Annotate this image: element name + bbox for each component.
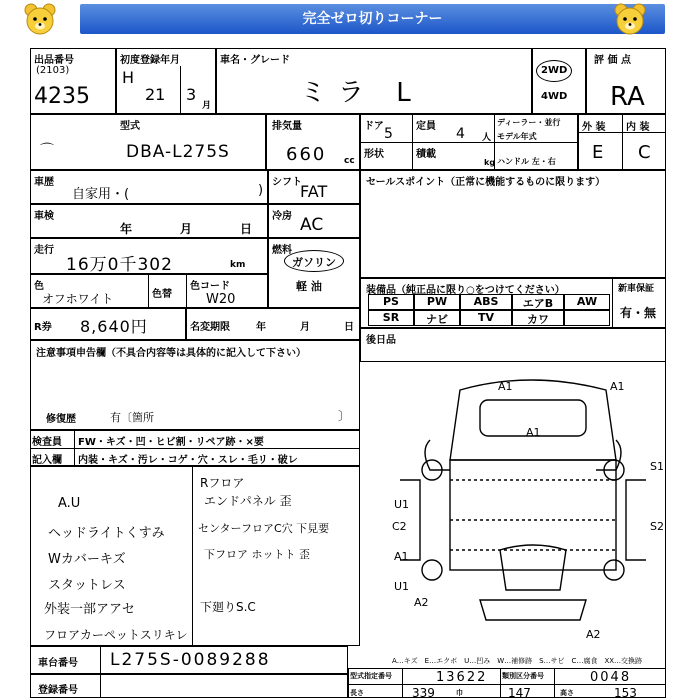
int-label: 内 装 (626, 122, 650, 133)
mark-a1-front-right: A1 (610, 380, 625, 393)
mascot-right-icon (612, 2, 648, 36)
mark-u1-left: U1 (394, 498, 410, 511)
notes-label: 注意事項申告欄（不具合内容等は具体的に記入して下さい） (36, 348, 306, 359)
check-row2: 内装・キズ・汚レ・コゲ・穴・スレ・毛リ・破レ (78, 455, 298, 466)
fuel-diesel: 軽 油 (296, 280, 322, 293)
reg-no-label: 登録番号 (38, 685, 78, 696)
capacity-unit: 人 (482, 133, 492, 143)
car-damage-diagram (380, 370, 666, 650)
model-label: 車名・グレード (220, 55, 290, 66)
width-value: 147 (508, 686, 531, 700)
after-cell (360, 328, 666, 362)
payload-unit: kg (484, 158, 496, 167)
equip-ps: PS (368, 294, 414, 310)
month-unit: 月 (202, 101, 212, 111)
usage-cell (30, 170, 268, 204)
color-value: オフホワイト (42, 292, 114, 306)
usage-value: 自家用・( (72, 187, 130, 202)
displacement-label: 排気量 (272, 121, 302, 132)
mark-a2-rear-left: A2 (414, 596, 429, 609)
mark-a1-roof: A1 (526, 426, 541, 439)
int-grade: C (638, 142, 651, 163)
new-car-warranty-value: 有・無 (620, 306, 657, 320)
usage-label: 車歴 (34, 177, 54, 188)
page-title: 完全ゼロ切りコーナー (80, 4, 665, 34)
sales-point-label: セールスポイント（正常に機能するものに限ります） (366, 177, 606, 188)
remark-1: A.U (58, 496, 81, 511)
door-value: 5 (384, 126, 393, 142)
usage-close: ) (258, 183, 264, 198)
ac-label: 冷房 (272, 211, 292, 222)
width-label: 巾 (456, 689, 463, 697)
drive-circle (536, 60, 572, 82)
dealer-label: ディーラー・並行 (497, 118, 561, 127)
new-car-warranty-label: 新車保証 (618, 284, 655, 294)
chassis-value: L275S-0089288 (110, 650, 271, 670)
equip-blank (564, 310, 610, 326)
lot-number: 4235 (34, 84, 90, 109)
capacity-value: 4 (456, 126, 465, 142)
handle-label: ハンドル 左・右 (497, 157, 556, 166)
equip-leather: カワ (512, 310, 564, 326)
repair-close: 〕 (338, 409, 351, 423)
shift-value: FAT (300, 182, 328, 201)
mileage-value: 16万0千302 (66, 255, 173, 275)
equip-airbag: エアB (512, 294, 564, 310)
cert-label: 型式指定番号 (350, 672, 392, 680)
ext-label: 外 装 (582, 122, 606, 133)
length-label: 長さ (350, 689, 364, 697)
name-change-value: 年 月 日 (256, 322, 366, 333)
entry-label: 記入欄 (32, 455, 62, 466)
ext-grade: E (592, 142, 604, 163)
name-change-label: 名変期限 (190, 322, 230, 333)
capacity-label: 定員 (416, 121, 436, 132)
mark-c2: C2 (392, 520, 407, 533)
inspector-label: 検査員 (32, 437, 62, 448)
remark-5: 外装一部アアセ (44, 602, 135, 617)
chassis-label: 車台番号 (38, 658, 78, 669)
remark-right-4: 下フロア ホットト 歪 (204, 548, 310, 561)
mark-a1-left: A1 (394, 550, 409, 563)
color-code-label: 色コード (190, 281, 230, 292)
equip-aw: AW (564, 294, 610, 310)
type-value: DBA-L275S (126, 142, 230, 162)
recycle-value: 8,640円 (80, 317, 148, 336)
model-year-label: モデル年式 (497, 132, 537, 141)
reg-year-label: 初度登録年月 (120, 55, 180, 66)
repair-value: 有〔箇所 (110, 411, 154, 424)
ac-value: AC (300, 215, 324, 235)
inspection-label: 車検 (34, 211, 54, 222)
class-value: 0048 (590, 670, 632, 685)
drive-4wd: 4WD (541, 91, 568, 102)
repair-label: 修復歴 (46, 414, 76, 425)
mileage-unit: km (230, 260, 246, 270)
color-label: 色 (34, 281, 44, 292)
displacement-unit: cc (344, 156, 355, 166)
model-name: ミラ L (300, 78, 423, 108)
reg-year: 21 (145, 85, 166, 104)
reg-era: H (122, 68, 135, 87)
mark-u1-rear: U1 (394, 580, 410, 593)
reg-month: 3 (186, 85, 197, 104)
shape-label: 形状 (364, 149, 384, 160)
mark-s2: S2 (650, 520, 664, 533)
fuel-gas: ガソリン (292, 256, 336, 269)
fuel-label: 燃料 (272, 245, 292, 256)
type-label: 型式 (120, 121, 140, 132)
remark-3: Wカバーキズ (48, 552, 126, 567)
shift-label: シフト (272, 177, 302, 188)
damage-legend: A…キズ E…エクボ U…凹み W…補修跡 S…サビ C…腐食 XX…交換跡 (392, 657, 643, 665)
length-value: 339 (412, 686, 435, 700)
equip-sr: SR (368, 310, 414, 326)
remark-6: フロアカーペットスリキレ (44, 628, 188, 642)
equipment-label: 装備品（純正品に限り○をつけてください） (366, 285, 565, 296)
grade-value: RA (610, 82, 645, 112)
class-label: 類別区分番号 (502, 672, 544, 680)
height-label: 高さ (560, 689, 574, 697)
type-scribble: ⌒ (40, 143, 54, 159)
payload-label: 積載 (416, 149, 436, 160)
recycle-label: R券 (34, 322, 52, 333)
mark-s1: S1 (650, 460, 664, 473)
equip-navi: ナビ (414, 310, 460, 326)
displacement-value: 660 (286, 144, 327, 165)
equip-tv: TV (460, 310, 512, 326)
mascot-left-icon (22, 2, 58, 36)
mark-a1-front-left: A1 (498, 380, 513, 393)
color-code-value: W20 (206, 292, 236, 307)
door-label: ドア (364, 121, 384, 132)
fuel-circle (284, 250, 344, 272)
remark-right-5: 下廻りS.C (200, 600, 256, 614)
drive-2wd: 2WD (541, 65, 568, 76)
remark-right-3: センターフロアC穴 下見要 (198, 522, 330, 535)
remark-right-1: Rフロア (200, 476, 245, 490)
remark-2: ヘッドライトくすみ (48, 526, 165, 541)
height-value: 153 (614, 686, 637, 700)
check-row1: FW・キズ・凹・ヒビ割・リペア跡・×要 (78, 437, 264, 448)
lot-code: (2103) (36, 65, 70, 76)
cert-value: 13622 (436, 670, 488, 685)
equip-pw: PW (414, 294, 460, 310)
inspection-value: 年 月 日 (120, 222, 271, 236)
grade-label: 評 価 点 (594, 55, 631, 66)
repaint-label: 色替 (152, 289, 172, 300)
after-label: 後日品 (366, 335, 396, 346)
lot-label: 出品番号 (34, 55, 74, 66)
equip-abs: ABS (460, 294, 512, 310)
mileage-label: 走行 (34, 245, 54, 256)
mark-a2-rear-right: A2 (586, 628, 601, 641)
remark-right-2: エンドパネル 歪 (204, 494, 292, 508)
remark-4: スタットレス (48, 578, 126, 593)
